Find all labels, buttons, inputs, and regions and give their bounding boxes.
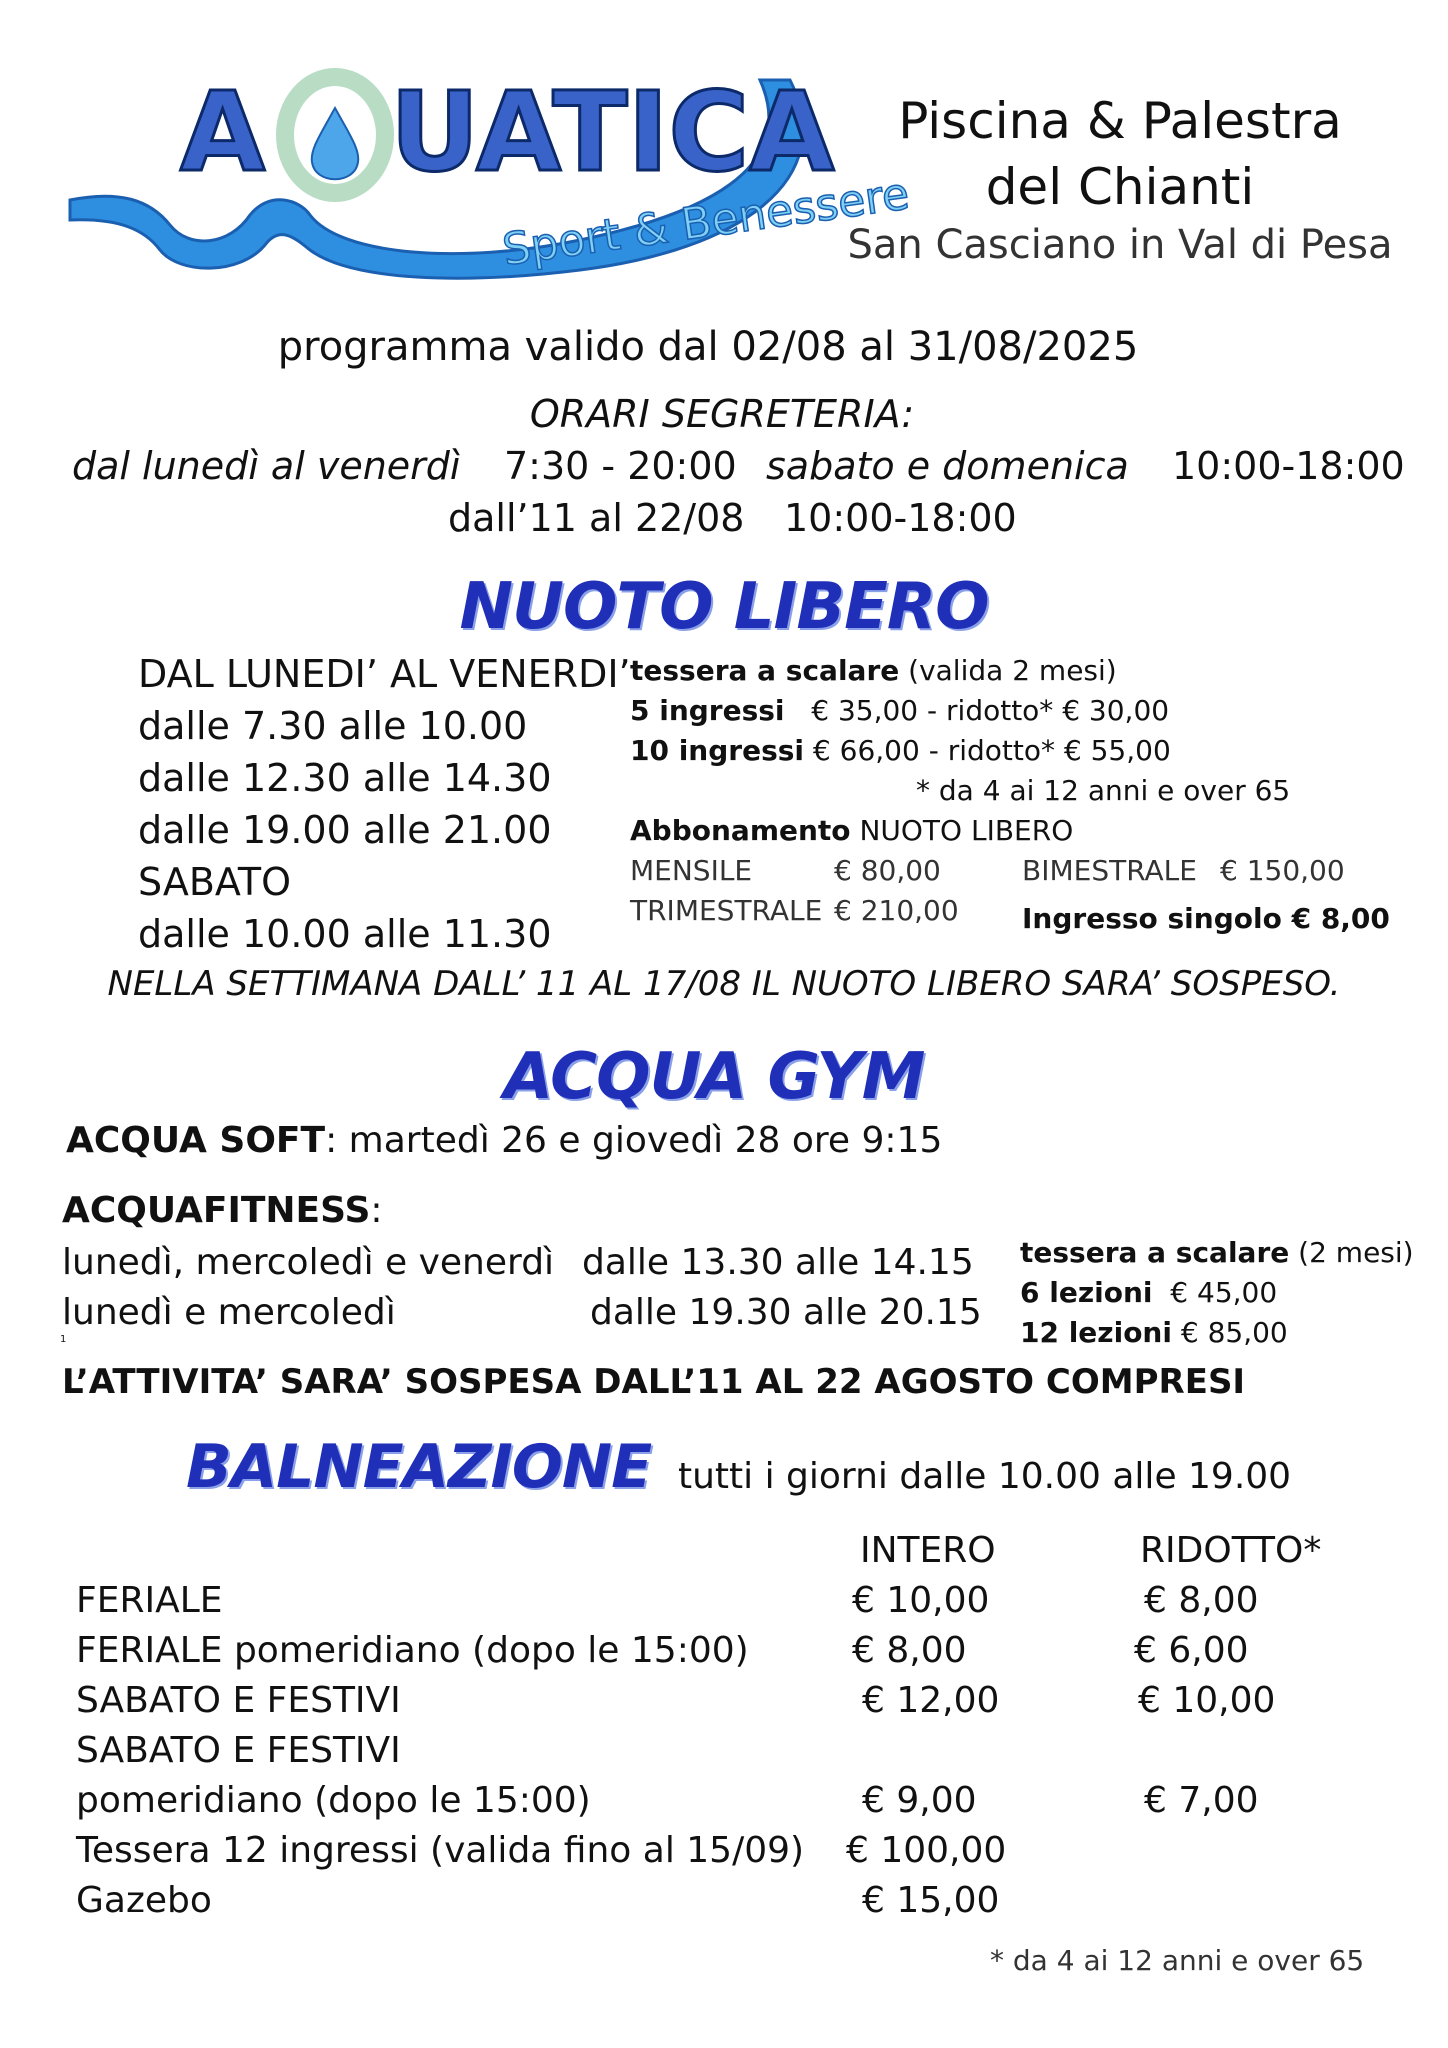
water-drop-icon [312, 108, 359, 179]
gym-soft-label: ACQUA SOFT [66, 1120, 326, 1161]
nuoto-bimonthly-label: BIMESTRALE [1022, 854, 1197, 887]
nuoto-monthly-label: MENSILE [630, 854, 753, 887]
office-weekend-hours: 10:00-18:00 [1172, 444, 1405, 488]
office-weekdays-hours: 7:30 - 20:00 [504, 444, 737, 488]
row-label: SABATO E FESTIVI [76, 1680, 401, 1721]
office-special-label: dall’11 al 22/08 [448, 496, 745, 540]
nuoto-single-line [1022, 902, 1390, 935]
nuoto-slot-3: dalle 19.00 alle 21.00 [138, 808, 552, 852]
nuoto-notice: NELLA SETTIMANA DALL’ 11 AL 17/08 IL NUOTO LIBERO SARA’ SOSPESO. [107, 964, 1341, 1004]
nuoto-card5-price: € 35,00 - ridotto* € 30,00 [811, 694, 1170, 727]
gym-fitness-colon: : [370, 1190, 383, 1231]
logo-letters-rest: UATICA [390, 68, 835, 196]
row-ridotto: € 7,00 [1144, 1780, 1259, 1821]
row-intero: € 8,00 [852, 1630, 967, 1671]
nuoto-bimonthly-price: € 150,00 [1220, 854, 1345, 887]
logo-tagline: Sport & Benessere [499, 168, 913, 276]
office-weekdays-label: dal lunedì al venerdì [72, 444, 461, 488]
nuoto-reduced-note: * da 4 ai 12 anni e over 65 [916, 774, 1291, 807]
row-intero: € 9,00 [862, 1780, 977, 1821]
gym-fitness-heading [62, 1190, 383, 1231]
gym-notice: L’ATTIVITA’ SARA’ SOSPESA DALL’11 AL 22 AGOSTO COMPRESI [62, 1362, 1246, 1402]
nuoto-card-line [630, 654, 1117, 687]
row-intero: € 12,00 [862, 1680, 1000, 1721]
validity-line: programma valido dal 02/08 al 31/08/2025 [277, 324, 1139, 370]
row-intero: € 10,00 [852, 1580, 990, 1621]
nuoto-quarterly-price: € 210,00 [834, 894, 959, 927]
nuoto-slot-1: dalle 7.30 alle 10.00 [138, 704, 528, 748]
nuoto-slot-2: dalle 12.30 alle 14.30 [138, 756, 552, 800]
nuoto-single-price: 8,00 [1320, 902, 1390, 935]
gym-card-label: tessera a scalare [1020, 1236, 1290, 1269]
office-special-hours: 10:00-18:00 [784, 496, 1017, 540]
nuoto-subscription-line [630, 814, 1073, 847]
row-ridotto: € 6,00 [1134, 1630, 1249, 1671]
col-ridotto: RIDOTTO* [1140, 1530, 1322, 1571]
nuoto-saturday-heading: SABATO [138, 860, 292, 904]
gym-six-price: € 45,00 [1170, 1276, 1278, 1309]
gym-twelve-line [1020, 1316, 1288, 1349]
gym-card-note: (2 mesi) [1298, 1236, 1414, 1269]
logo-letter-a1: A [180, 68, 266, 196]
nuoto-weekdays-heading: DAL LUNEDI’ AL VENERDI’ [138, 652, 631, 696]
gym-twelve-price: € 85,00 [1180, 1316, 1288, 1349]
gym-title: ACQUA GYM [503, 1040, 925, 1114]
aquatica-logo [60, 50, 913, 290]
nuoto-card10-line [630, 734, 1171, 767]
nuoto-card-note: (valida 2 mesi) [908, 654, 1117, 687]
row-intero: € 15,00 [862, 1880, 1000, 1921]
header-location: San Casciano in Val di Pesa [847, 222, 1393, 268]
row-label: FERIALE [76, 1580, 223, 1621]
row-ridotto: € 10,00 [1138, 1680, 1276, 1721]
row-label: SABATO E FESTIVI [76, 1730, 401, 1771]
nuoto-subscription-name: NUOTO LIBERO [859, 814, 1074, 847]
row-intero: € 100,00 [846, 1830, 1007, 1871]
nuoto-card10-price: € 66,00 - ridotto* € 55,00 [812, 734, 1171, 767]
row-label: FERIALE pomeridiano (dopo le 15:00) [76, 1630, 749, 1671]
nuoto-monthly-price: € 80,00 [834, 854, 941, 887]
nuoto-subscription-label: Abbonamento [630, 814, 851, 847]
row-ridotto: € 8,00 [1144, 1580, 1259, 1621]
gym-row1-time: dalle 13.30 alle 14.15 [582, 1242, 974, 1283]
balneazione-title: BALNEAZIONE [186, 1432, 652, 1502]
balneazione-hours: tutti i giorni dalle 10.00 alle 19.00 [678, 1456, 1292, 1497]
gym-footnote-mark: 1 [60, 1334, 67, 1345]
gym-twelve-label: 12 lezioni [1020, 1316, 1172, 1349]
balneazione-footnote: * da 4 ai 12 anni e over 65 [990, 1944, 1365, 1977]
gym-card-line [1020, 1236, 1414, 1269]
nuoto-saturday-slot: dalle 10.00 alle 11.30 [138, 912, 552, 956]
nuoto-single-label: Ingresso singolo € [1022, 902, 1312, 935]
nuoto-card-label: tessera a scalare [630, 654, 900, 687]
row-label: Gazebo [76, 1880, 212, 1921]
gym-row2-time: dalle 19.30 alle 20.15 [590, 1292, 982, 1333]
header-line2: del Chianti [985, 158, 1255, 216]
row-label: Tessera 12 ingressi (valida fino al 15/09) [76, 1830, 805, 1871]
nuoto-card5-line [630, 694, 1169, 727]
row-label: pomeridiano (dopo le 15:00) [76, 1780, 591, 1821]
nuoto-title: NUOTO LIBERO [459, 570, 989, 644]
col-intero: INTERO [860, 1530, 996, 1571]
gym-soft-text: : martedì 26 e giovedì 28 ore 9:15 [325, 1120, 943, 1161]
header-line1: Piscina & Palestra [898, 92, 1342, 150]
office-weekend-label: sabato e domenica [766, 444, 1129, 488]
gym-fitness-label: ACQUAFITNESS [62, 1190, 371, 1231]
gym-row1-days: lunedì, mercoledì e venerdì [62, 1242, 555, 1283]
nuoto-quarterly-label: TRIMESTRALE [630, 894, 823, 927]
gym-soft-line [66, 1120, 942, 1161]
gym-six-label: 6 lezioni [1020, 1276, 1153, 1309]
nuoto-card5-label: 5 ingressi [630, 694, 785, 727]
nuoto-card10-label: 10 ingressi [630, 734, 805, 767]
gym-six-line [1020, 1276, 1277, 1309]
office-title: ORARI SEGRETERIA: [529, 392, 915, 436]
gym-row2-days: lunedì e mercoledì [62, 1292, 396, 1333]
